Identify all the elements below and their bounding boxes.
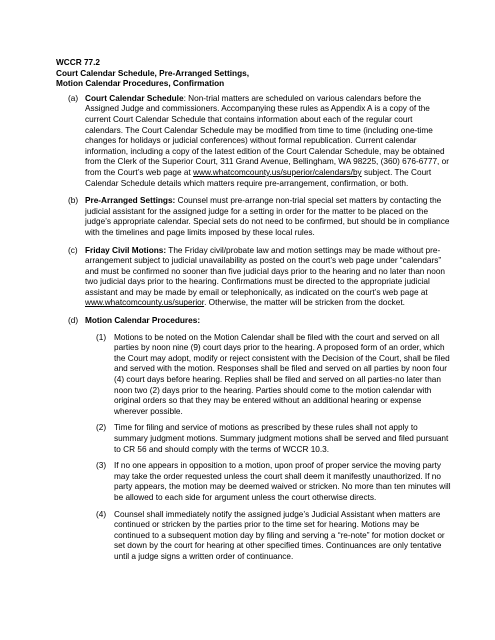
list-item [85,461,451,503]
section-text: : Non-trial matters are scheduled on various calendars before the Assigned Judge and commissioners. Accompanying these rules as Appendix A is a copy of the current Court Calendar Schedule that contains information about each of the regular court calendars. The Court Calendar Schedule may be modified from time to time (including one-time changes for holidays or judicial conferences) without formal republication. Current calendar information, including a copy of the latest edition of the Court Calendar Schedule, may be obtained from the Clerk of the Superior Court, 311 Grand Avenue, Bellingham, WA 98225, (360) 676-6777, or from the Court’s web page at [85,93,449,177]
section-title: Court Calendar Schedule [85,93,184,103]
section-text-continued: . Otherwise, the matter will be stricken from the docket. [204,298,405,308]
rule-header [56,58,451,90]
motion-procedures-list [85,333,451,563]
item-text: If no one appears in opposition to a motion, upon proof of proper service the moving party may take the order requested unless the court shall deem it manifestly unauthorized. If no party appears, the motion may be deemed waived or stricken. No more than ten minutes will be allowed to each side for argument unless the court otherwise directs. [114,461,451,502]
rule-title-line-2: Motion Calendar Procedures, Confirmation [56,79,225,89]
item-text: Counsel shall immediately notify the assigned judge’s Judicial Assistant when matters are continued or stricken by the parties prior to the time set for hearing. Motions may be continued to a subsequent motion day by filing and serving a “re-note” for motion docket or set down by the court for hearing at other specified times. Continuances are only tentative until a judge signs a written order of continuance. [114,509,445,561]
rule-number: WCCR 77.2 [56,58,101,67]
section-label: (b) [68,196,79,206]
section-label: (a) [68,93,79,103]
section-d [56,316,451,562]
superior-court-link[interactable]: www.whatcomcounty.us/superior [85,298,205,308]
section-b [56,196,451,238]
section-title: Pre-Arranged Settings: [85,196,176,206]
section-text: The Friday civil/probate law and motion settings may be made without pre-arrangement subject to judicial unavailability as posted on the court’s web page under “calendars” and must be confirmed no sooner than five judicial days prior to the hearing and no later than noon two judicial days prior to the hearing. Confirmations must be directed to the appropriate judicial assistant and may be made by email or telephonically, as indicated on the court’s web page at [85,245,446,297]
section-text: Counsel must pre-arrange non-trial special set matters by contacting the judicial assistant for the assigned judge for a setting in order for the matter to be placed on the judge’s appropriate calendar. Special sets do not need to be confirmed, but should be in compliance with the timelines and page limits imposed by these local rules. [85,196,450,237]
item-label: (2) [96,423,107,433]
item-label: (4) [96,509,107,519]
calendar-link[interactable]: www.whatcomcounty.us/superior/calendars/by [193,167,362,177]
section-a [56,94,451,189]
rule-title-line-1: Court Calendar Schedule, Pre-Arranged Settings, [56,68,249,78]
item-label: (1) [96,332,107,342]
section-title: Friday Civil Motions: [85,245,167,255]
item-text: Time for filing and service of motions as prescribed by these rules shall not apply to summary judgment motions. Summary judgment motions shall be served and filed pursuant to CR 56 and should comply with the terms of WCCR 10.3. [114,423,449,454]
section-text-continued: subject. The Court Calendar Schedule details which matters require pre-arrangement, confirmation, or both. [85,167,432,188]
section-c [56,246,451,310]
section-label: (d) [68,316,79,326]
section-title: Motion Calendar Procedures: [85,316,201,326]
section-label: (c) [68,245,78,255]
list-item [85,423,451,455]
list-item [85,333,451,418]
item-text: Motions to be noted on the Motion Calendar shall be filed with the court and served on all parties by noon nine (9) court days prior to the hearing. A proposed form of an order, which the Court may adopt, modify or reject consistent with the Decision of the Court, shall be filed and served with the motion. Responses shall be filed and served on all parties by noon four (4) court days before hearing. Replies shall be filed and served on all parties-no later than noon two (2) days prior to the hearing. Parties should come to the motion calendar with original orders so that they may be entered without an additional hearing or expense wherever possible. [114,332,450,416]
item-label: (3) [96,461,107,471]
list-item [85,510,451,563]
